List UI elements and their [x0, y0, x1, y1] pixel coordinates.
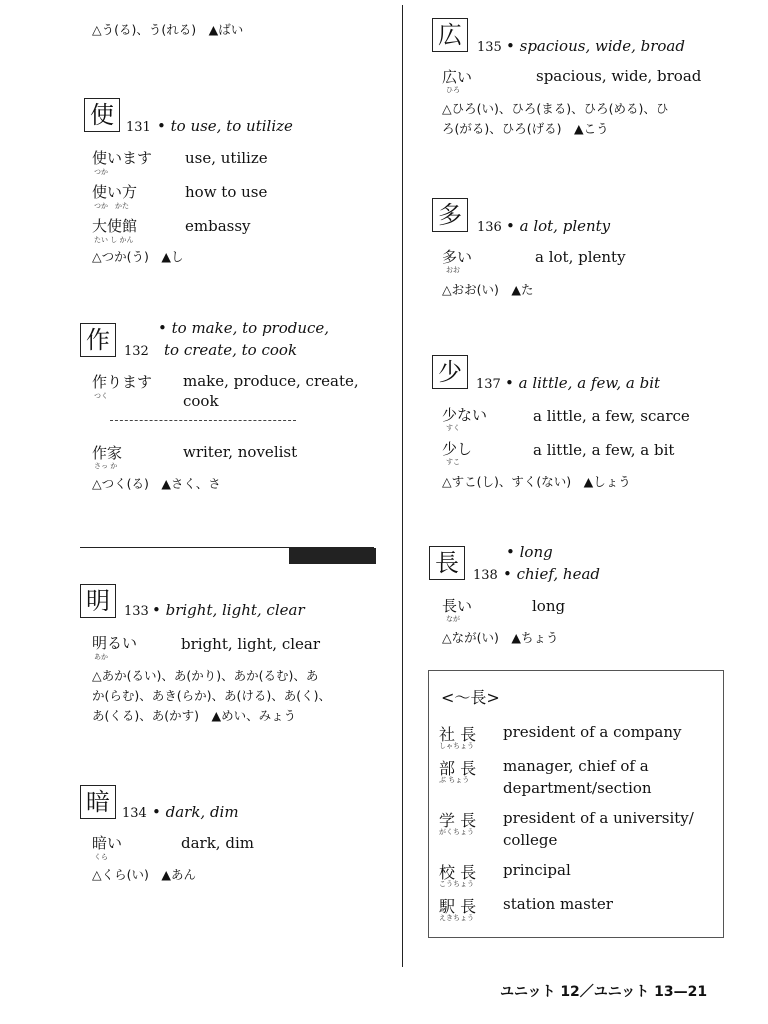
kanji-readings: △すこ(し)、すく(ない) ▲しょう	[442, 474, 631, 489]
compound-definition: station master	[503, 895, 613, 913]
vocab-furigana: あか	[94, 653, 108, 661]
vocab-definition: writer, novelist	[183, 443, 298, 461]
page-footer: ユニット 12／ユニット 13—21	[500, 984, 708, 1000]
kanji-box: 多	[432, 198, 468, 232]
kanji-meaning: • dark, dim	[152, 803, 239, 821]
compound-word: 校 長	[439, 863, 477, 882]
kanji-meaning: • to use, to utilize	[157, 117, 293, 135]
vocab-word: 作家	[92, 444, 123, 462]
vocab-word: 作ります	[92, 373, 153, 391]
kanji-box: 少	[432, 355, 468, 389]
vocab-definition: bright, light, clear	[181, 635, 321, 653]
compound-furigana: えきちょう	[439, 914, 474, 922]
vocab-furigana: つか かた	[94, 202, 129, 210]
vocab-word: 明るい	[92, 634, 138, 652]
vocab-word: 少し	[442, 440, 473, 458]
vocab-furigana: なが	[446, 615, 460, 623]
kanji-box: 長	[429, 546, 465, 580]
kanji-meaning: • a little, a few, a bit	[505, 374, 661, 392]
kanji-number: 136	[477, 220, 502, 235]
vocab-word: 多い	[442, 248, 473, 266]
kanji-number: 131	[126, 120, 151, 135]
vocab-word: 使います	[92, 149, 153, 167]
kanji-meaning: to create, to cook	[164, 341, 298, 359]
vocab-word: 少ない	[442, 406, 488, 424]
kanji-box: 作	[80, 323, 116, 357]
vocab-word: 使い方	[92, 183, 138, 201]
compound-words-box	[428, 670, 724, 938]
page-divider-vertical	[402, 5, 403, 967]
kanji-readings: ろ(がる)、ひろ(げる) ▲こう	[442, 121, 609, 136]
vocab-furigana: おお	[446, 266, 460, 274]
kanji-number: 137	[476, 377, 501, 392]
vocab-furigana: たい し かん	[94, 236, 134, 244]
vocab-furigana: すく	[446, 424, 460, 432]
kanji-readings: △あか(るい)、あ(かり)、あか(るむ)、あ	[92, 668, 319, 683]
compound-furigana: しゃちょう	[439, 742, 474, 750]
kanji-number: 133	[124, 604, 149, 619]
vocab-word: 大使館	[92, 217, 138, 235]
kanji-meaning: • a lot, plenty	[506, 217, 611, 235]
compound-definition: manager, chief of a	[503, 757, 649, 775]
kanji-readings: △おお(い) ▲た	[442, 282, 534, 297]
kanji-number: 138	[473, 568, 498, 583]
vocab-word: 広い	[442, 68, 473, 86]
vocab-furigana: つか	[94, 168, 108, 176]
kanji-meaning: • chief, head	[503, 565, 600, 583]
kanji-number: 132	[124, 344, 149, 359]
compound-word: 社 長	[439, 725, 477, 744]
vocab-definition: embassy	[185, 217, 251, 235]
kanji-meaning: • long	[506, 543, 553, 561]
kanji-number: 135	[477, 40, 502, 55]
vocab-definition: make, produce, create,	[183, 372, 359, 390]
kanji-readings: △つか(う) ▲し	[92, 249, 184, 264]
kanji-readings: △ひろ(い)、ひろ(まる)、ひろ(める)、ひ	[442, 101, 669, 116]
kanji-number: 134	[122, 806, 147, 821]
section-label	[289, 548, 376, 564]
vocab-furigana: すこ	[446, 458, 460, 466]
vocab-furigana: ひろ	[446, 86, 460, 94]
vocab-furigana: さっ か	[94, 462, 118, 470]
vocab-definition: use, utilize	[185, 149, 268, 167]
compound-furigana: ぶ ちょう	[439, 776, 470, 784]
kanji-readings: △つく(る) ▲さく、さ	[92, 476, 221, 491]
kanji-readings: △なが(い) ▲ちょう	[442, 630, 559, 645]
compound-furigana: こうちょう	[439, 880, 474, 888]
dashed-divider	[110, 420, 296, 421]
vocab-definition: a little, a few, scarce	[533, 407, 690, 425]
compound-definition: department/section	[503, 779, 652, 797]
kanji-readings: か(らむ)、あき(らか)、あ(ける)、あ(く)、	[92, 688, 332, 703]
vocab-word: 暗い	[92, 834, 123, 852]
vocab-definition: a little, a few, a bit	[533, 441, 675, 459]
vocab-definition: cook	[183, 392, 219, 410]
kanji-box: 広	[432, 18, 468, 52]
vocab-definition: a lot, plenty	[535, 248, 626, 266]
vocab-furigana: つく	[94, 392, 108, 400]
vocab-definition: dark, dim	[181, 834, 254, 852]
compound-word: 駅 長	[439, 897, 477, 916]
compound-word: 学 長	[439, 811, 477, 830]
vocab-definition: long	[532, 597, 566, 615]
compound-box-title: <～長>	[441, 688, 500, 707]
kanji-meaning: • spacious, wide, broad	[506, 37, 685, 55]
compound-definition: principal	[503, 861, 571, 879]
kanji-readings: △くら(い) ▲あん	[92, 867, 196, 882]
kanji-meaning: • bright, light, clear	[152, 601, 305, 619]
compound-definition: president of a university/	[503, 809, 694, 827]
kanji-box: 明	[80, 584, 116, 618]
vocab-word: 長い	[442, 597, 473, 615]
previous-kanji-readings: △う(る)、う(れる) ▲ばい	[92, 22, 244, 37]
compound-definition: college	[503, 831, 558, 849]
compound-definition: president of a company	[503, 723, 682, 741]
compound-word: 部 長	[439, 759, 477, 778]
vocab-furigana: くら	[94, 853, 108, 861]
vocab-definition: how to use	[185, 183, 268, 201]
vocab-definition: spacious, wide, broad	[536, 67, 702, 85]
kanji-box: 使	[84, 98, 120, 132]
kanji-meaning: • to make, to produce,	[158, 319, 330, 337]
compound-furigana: がくちょう	[439, 828, 474, 836]
kanji-readings: あ(くる)、あ(かす) ▲めい、みょう	[92, 708, 297, 723]
kanji-box: 暗	[80, 785, 116, 819]
